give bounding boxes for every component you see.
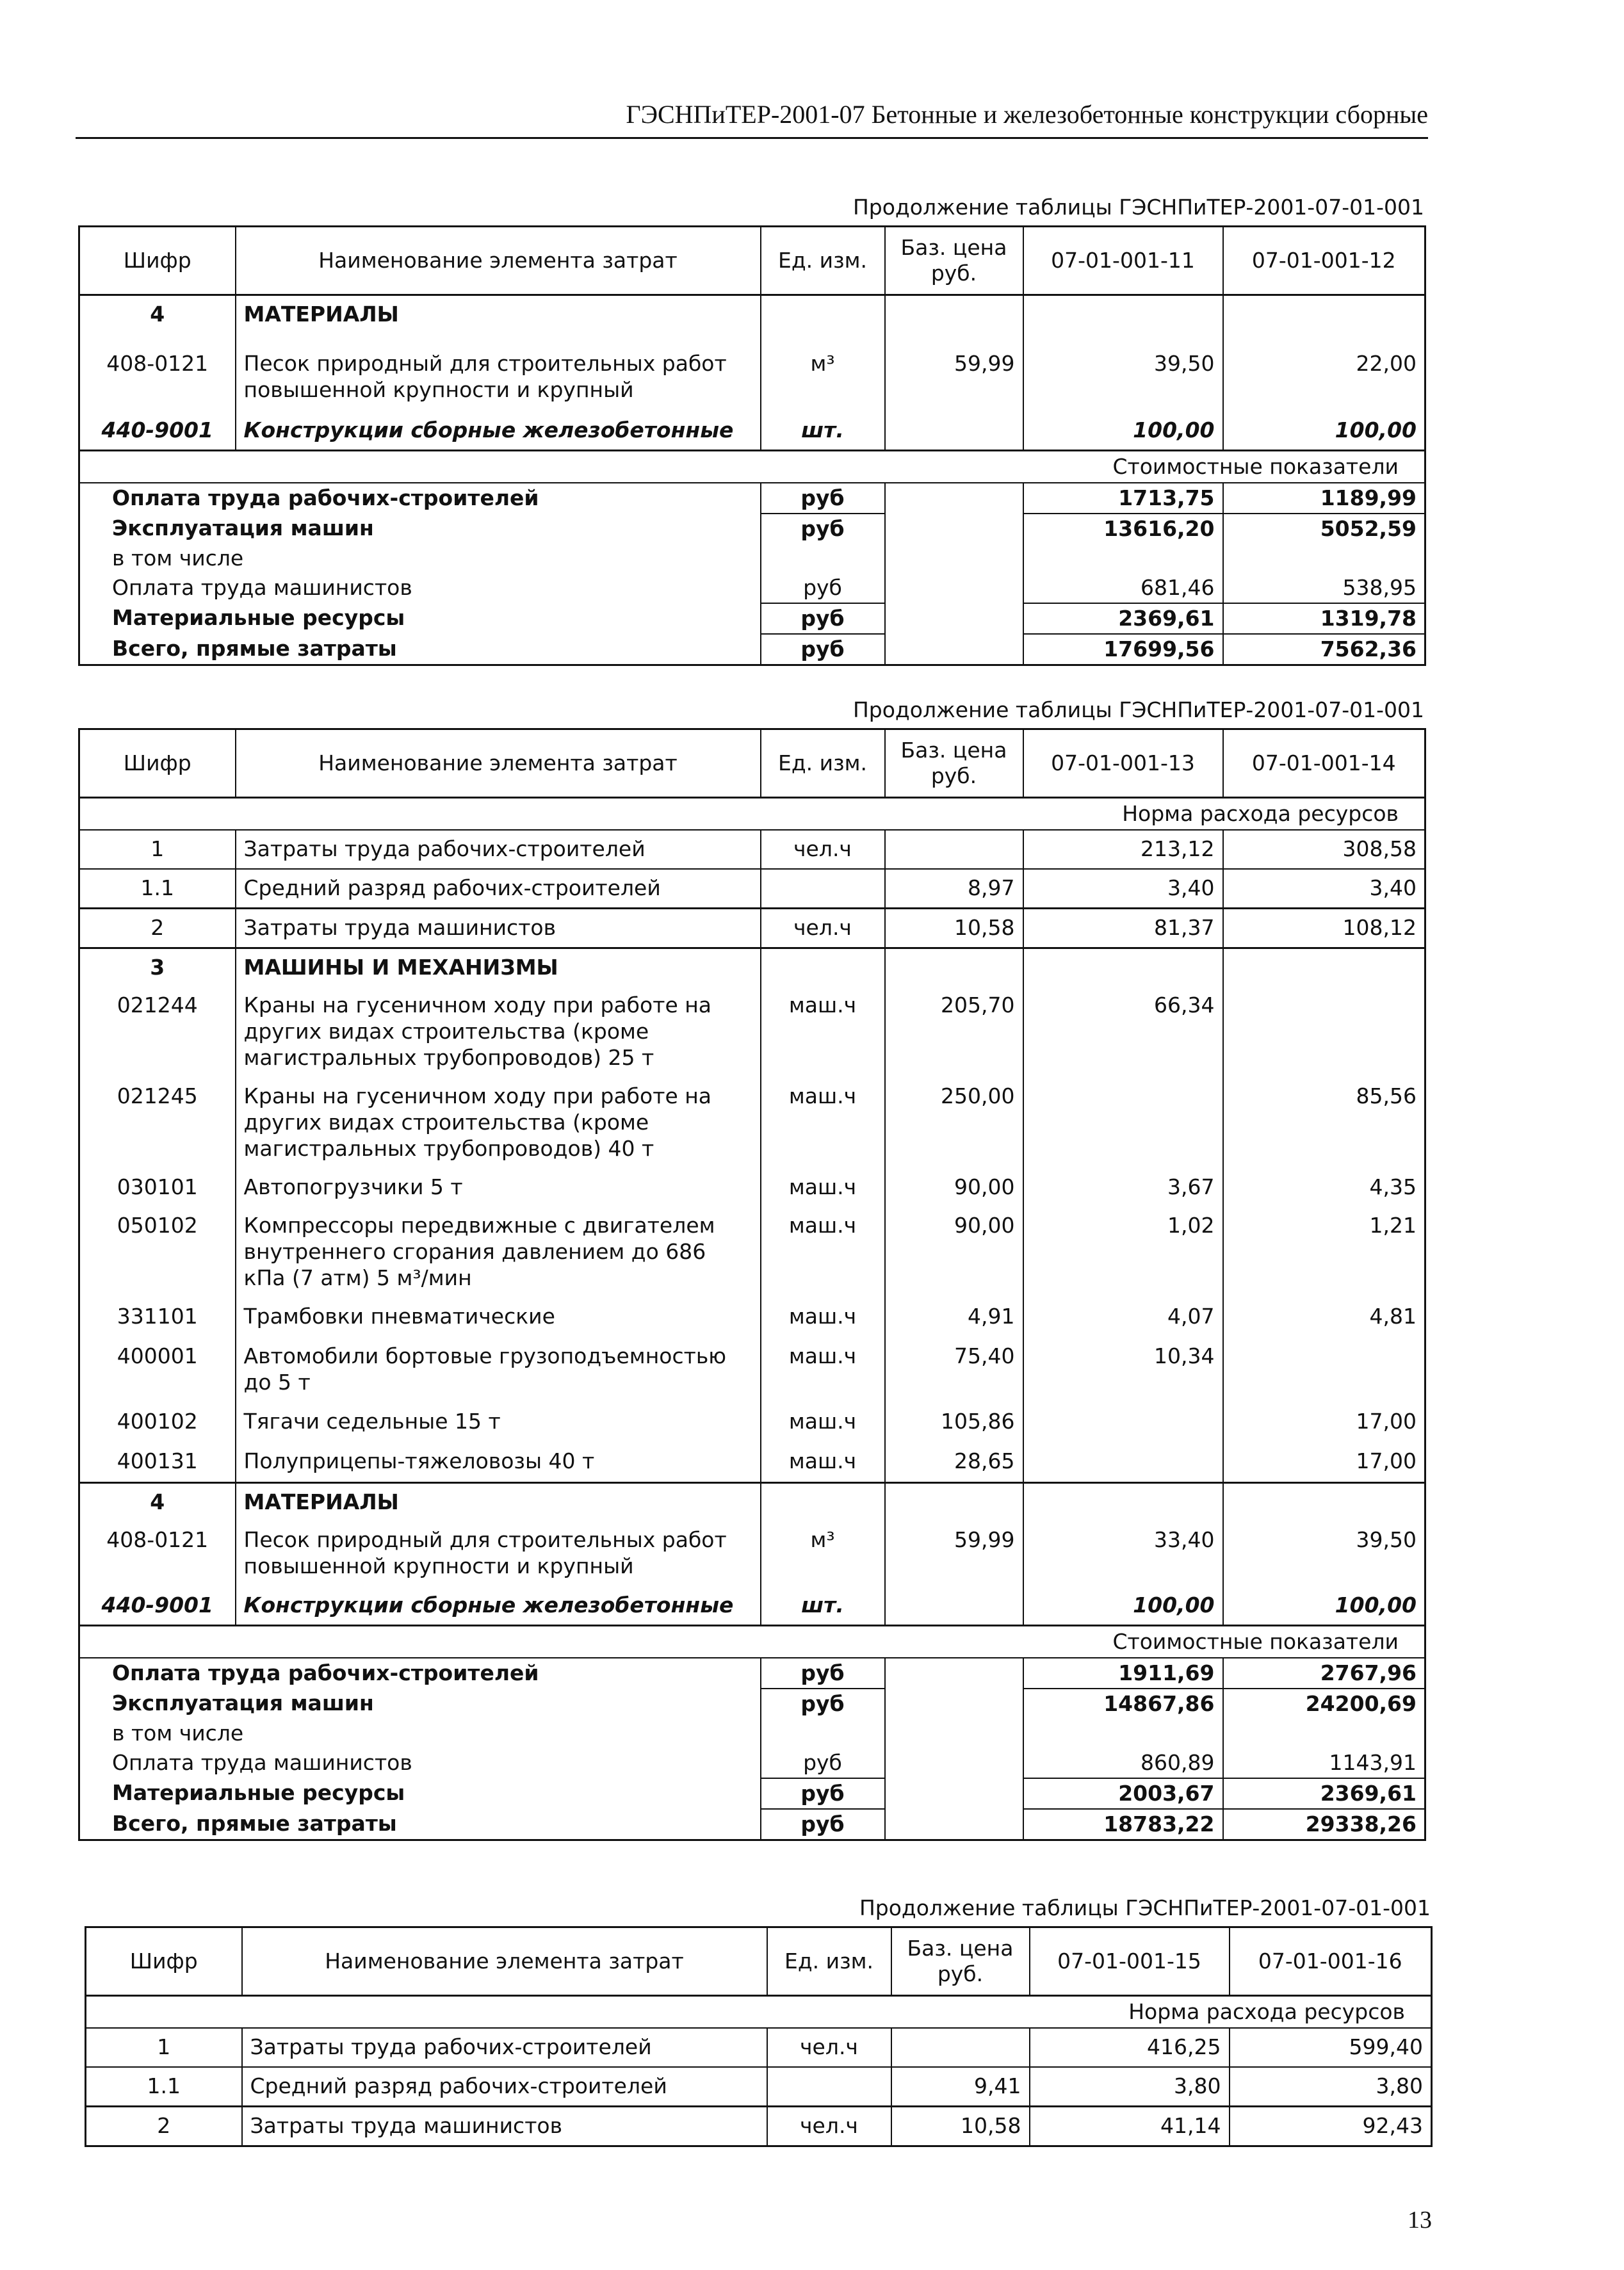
col-code-header: Шифр	[79, 729, 236, 798]
row-price: 205,70	[885, 987, 1023, 1078]
table-row	[79, 345, 1425, 412]
row-code: 4	[79, 1482, 236, 1521]
row-v1	[1023, 1482, 1223, 1521]
table-row	[86, 2067, 1432, 2107]
row-price	[885, 412, 1023, 451]
row-v1: 3,67	[1023, 1169, 1223, 1207]
row-unit: маш.ч	[761, 1403, 885, 1443]
row-unit: маш.ч	[761, 1338, 885, 1403]
row-v2: 4,81	[1223, 1298, 1425, 1338]
summary-row	[79, 1778, 1425, 1809]
row-name: Затраты труда рабочих-строителей	[236, 830, 761, 869]
running-header	[76, 96, 1428, 139]
row-price	[885, 830, 1023, 869]
row-name: МАТЕРИАЛЫ	[236, 295, 761, 345]
summary-unit: руб	[761, 1748, 885, 1778]
row-unit: м³	[761, 1521, 885, 1587]
table-row	[86, 2107, 1432, 2146]
row-unit	[761, 295, 885, 345]
row-name: Автомобили бортовые грузоподъемностью до 5 т	[236, 1338, 761, 1403]
row-price	[885, 1482, 1023, 1521]
row-price: 75,40	[885, 1338, 1023, 1403]
row-code: 400102	[117, 1409, 198, 1434]
section-label-row	[86, 1996, 1432, 2029]
row-v2	[1223, 987, 1425, 1078]
table-row	[79, 412, 1425, 451]
summary-v2: 24200,69	[1223, 1689, 1425, 1719]
row-unit: шт.	[761, 412, 885, 451]
summary-row	[79, 544, 1425, 573]
row-v1: 39,50	[1023, 345, 1223, 412]
summary-row	[79, 514, 1425, 544]
summary-unit	[761, 1719, 885, 1748]
document-title: ГЭСНПиТЕР-2001-07 Бетонные и железобетонные конструкции сборные	[626, 100, 1428, 129]
row-price: 10,58	[891, 2107, 1030, 2146]
summary-unit: руб	[761, 634, 885, 665]
col-name-header: Наименование элемента затрат	[242, 1927, 767, 1996]
row-price: 10,58	[885, 909, 1023, 948]
row-price	[885, 948, 1023, 987]
row-price: 4,91	[885, 1298, 1023, 1338]
section-label: Норма расхода ресурсов	[86, 1996, 1432, 2029]
col-v2-header: 07-01-001-12	[1223, 227, 1425, 295]
row-unit: чел.ч	[761, 909, 885, 948]
section-label-row	[79, 1625, 1425, 1658]
summary-row	[79, 1719, 1425, 1748]
col-v1-header: 07-01-001-13	[1023, 729, 1223, 798]
row-unit: м³	[761, 345, 885, 412]
resource-table	[78, 728, 1426, 1841]
row-v2: 17,00	[1223, 1403, 1425, 1443]
row-price	[885, 1587, 1023, 1626]
col-name-header: Наименование элемента затрат	[236, 729, 761, 798]
row-unit: чел.ч	[761, 830, 885, 869]
row-name: Средний разряд рабочих-строителей	[236, 869, 761, 909]
row-code: 400001	[117, 1343, 198, 1368]
summary-v1: 2369,61	[1023, 603, 1223, 634]
summary-name: Оплата труда машинистов	[112, 574, 412, 600]
row-name: Компрессоры передвижные с двигателем внутреннего сгорания давлением до 686 кПа (7 атм) 5 м³/мин	[236, 1207, 761, 1298]
summary-name: Эксплуатация машин	[112, 515, 374, 540]
table-row	[79, 948, 1425, 987]
section-label-row	[79, 798, 1425, 831]
summary-v2: 538,95	[1223, 573, 1425, 603]
summary-name: Материальные ресурсы	[112, 604, 405, 630]
table-row	[79, 1403, 1425, 1443]
table-row	[79, 987, 1425, 1078]
row-v2: 92,43	[1230, 2107, 1432, 2146]
summary-v1	[1023, 1719, 1223, 1748]
summary-v2: 2369,61	[1223, 1778, 1425, 1809]
summary-name: Всего, прямые затраты	[112, 1810, 397, 1836]
row-code: 440-9001	[101, 1592, 213, 1617]
row-code: 021244	[117, 993, 198, 1017]
row-code: 440-9001	[101, 417, 213, 442]
continuation-caption: Продолжение таблицы ГЭСНПиТЕР-2001-07-01-001	[852, 697, 1424, 722]
row-code: 400131	[117, 1448, 198, 1473]
summary-row	[79, 1809, 1425, 1840]
summary-unit: руб	[761, 1778, 885, 1809]
row-v2: 100,00	[1223, 412, 1425, 451]
row-price: 28,65	[885, 1443, 1023, 1482]
summary-v1: 860,89	[1023, 1748, 1223, 1778]
row-name: Конструкции сборные железобетонные	[236, 412, 761, 451]
table-block-1	[78, 195, 1424, 666]
col-name-header: Наименование элемента затрат	[236, 227, 761, 295]
row-name: Конструкции сборные железобетонные	[236, 1587, 761, 1626]
row-price: 250,00	[885, 1078, 1023, 1169]
row-v1	[1023, 1403, 1223, 1443]
summary-unit: руб	[761, 603, 885, 634]
row-code: 408-0121	[106, 350, 209, 376]
row-code: 1	[157, 2034, 171, 2059]
row-code: 1	[150, 836, 165, 861]
row-code: 3	[79, 948, 236, 987]
summary-row	[79, 1748, 1425, 1778]
summary-unit: руб	[761, 1809, 885, 1840]
row-v2: 85,56	[1223, 1078, 1425, 1169]
row-name: Краны на гусеничном ходу при работе на других видах строительства (кроме магистральных трубопроводов) 25 т	[236, 987, 761, 1078]
summary-v2: 5052,59	[1223, 514, 1425, 544]
row-v1: 4,07	[1023, 1298, 1223, 1338]
continuation-caption: Продолжение таблицы ГЭСНПиТЕР-2001-07-01-001	[859, 1895, 1431, 1920]
row-unit: маш.ч	[761, 1443, 885, 1482]
col-v2-header: 07-01-001-14	[1223, 729, 1425, 798]
summary-unit: руб	[761, 1658, 885, 1689]
row-unit: чел.ч	[767, 2107, 891, 2146]
summary-v2: 7562,36	[1223, 634, 1425, 665]
row-price: 90,00	[885, 1169, 1023, 1207]
section-label: Стоимостные показатели	[79, 1625, 1425, 1658]
row-v1: 100,00	[1023, 1587, 1223, 1626]
resource-table	[85, 1926, 1433, 2147]
row-name: Автопогрузчики 5 т	[236, 1169, 761, 1207]
row-unit	[761, 1482, 885, 1521]
summary-v1: 1911,69	[1023, 1658, 1223, 1689]
row-price: 9,41	[891, 2067, 1030, 2107]
row-unit: маш.ч	[761, 1078, 885, 1169]
table-row	[79, 830, 1425, 869]
col-unit-header: Ед. изм.	[761, 227, 885, 295]
col-price-header: Баз. цена руб.	[885, 729, 1023, 798]
row-v2	[1223, 1338, 1425, 1403]
table-row	[79, 1521, 1425, 1587]
row-v1	[1023, 1078, 1223, 1169]
col-v2-header: 07-01-001-16	[1230, 1927, 1432, 1996]
summary-row	[79, 1689, 1425, 1719]
row-name: Тягачи седельные 15 т	[236, 1403, 761, 1443]
row-price: 90,00	[885, 1207, 1023, 1298]
resource-table	[78, 225, 1426, 666]
summary-v1	[1023, 544, 1223, 573]
row-price: 8,97	[885, 869, 1023, 909]
table-row	[79, 1443, 1425, 1482]
row-v1: 416,25	[1030, 2028, 1230, 2067]
summary-v2	[1223, 1719, 1425, 1748]
summary-v1: 14867,86	[1023, 1689, 1223, 1719]
summary-v2: 1319,78	[1223, 603, 1425, 634]
row-v2: 100,00	[1223, 1587, 1425, 1626]
summary-unit: руб	[761, 1689, 885, 1719]
row-name: Затраты труда рабочих-строителей	[242, 2028, 767, 2067]
row-v1: 41,14	[1030, 2107, 1230, 2146]
row-name: Затраты труда машинистов	[236, 909, 761, 948]
row-price	[891, 2028, 1030, 2067]
col-code-header: Шифр	[79, 227, 236, 295]
row-v1	[1023, 948, 1223, 987]
summary-v2	[1223, 544, 1425, 573]
table-row	[79, 295, 1425, 345]
row-v2	[1223, 1482, 1425, 1521]
summary-v2: 29338,26	[1223, 1809, 1425, 1840]
row-name: МАТЕРИАЛЫ	[236, 1482, 761, 1521]
row-name: Трамбовки пневматические	[236, 1298, 761, 1338]
row-unit: чел.ч	[767, 2028, 891, 2067]
row-code: 030101	[117, 1174, 198, 1199]
row-v2: 3,80	[1230, 2067, 1432, 2107]
table-header-row	[86, 1927, 1432, 1996]
row-v2	[1223, 295, 1425, 345]
row-v2: 1,21	[1223, 1207, 1425, 1298]
row-v2: 108,12	[1223, 909, 1425, 948]
col-v1-header: 07-01-001-15	[1030, 1927, 1230, 1996]
row-v2: 4,35	[1223, 1169, 1425, 1207]
summary-row	[79, 603, 1425, 634]
row-v2: 599,40	[1230, 2028, 1432, 2067]
row-unit	[761, 948, 885, 987]
row-unit: маш.ч	[761, 1169, 885, 1207]
table-row	[79, 1207, 1425, 1298]
summary-v2: 2767,96	[1223, 1658, 1425, 1689]
page-number: 13	[1408, 2207, 1432, 2234]
row-price: 59,99	[885, 345, 1023, 412]
table-row	[86, 2028, 1432, 2067]
row-v2: 17,00	[1223, 1443, 1425, 1482]
row-v1: 81,37	[1023, 909, 1223, 948]
summary-unit: руб	[761, 573, 885, 603]
row-code: 4	[150, 302, 165, 327]
summary-name: в том числе	[112, 545, 244, 571]
row-name: Средний разряд рабочих-строителей	[242, 2067, 767, 2107]
row-v2: 308,58	[1223, 830, 1425, 869]
summary-name: Оплата труда машинистов	[112, 1749, 412, 1775]
summary-name: Всего, прямые затраты	[112, 635, 397, 661]
summary-v1: 1713,75	[1023, 483, 1223, 514]
summary-v1: 681,46	[1023, 573, 1223, 603]
row-name: Полуприцепы-тяжеловозы 40 т	[236, 1443, 761, 1482]
row-price: 105,86	[885, 1403, 1023, 1443]
col-v1-header: 07-01-001-11	[1023, 227, 1223, 295]
row-v2: 22,00	[1223, 345, 1425, 412]
table-row	[79, 1078, 1425, 1169]
section-label: Стоимостные показатели	[79, 450, 1425, 483]
row-name: Песок природный для строительных работ повышенной крупности и крупный	[236, 345, 761, 412]
summary-row	[79, 634, 1425, 665]
row-v2	[1223, 948, 1425, 987]
summary-v1: 2003,67	[1023, 1778, 1223, 1809]
row-v1	[1023, 1443, 1223, 1482]
row-unit: шт.	[761, 1587, 885, 1626]
section-label-row	[79, 450, 1425, 483]
row-code: 050102	[117, 1213, 198, 1238]
row-v1: 33,40	[1023, 1521, 1223, 1587]
summary-name: Оплата труда рабочих-строителей	[112, 1660, 539, 1685]
summary-v2: 1189,99	[1223, 483, 1425, 514]
col-code-header: Шифр	[86, 1927, 242, 1996]
row-code: 1.1	[79, 869, 236, 909]
row-unit	[767, 2067, 891, 2107]
summary-v1: 17699,56	[1023, 634, 1223, 665]
table-row	[79, 1482, 1425, 1521]
row-code: 1.1	[86, 2067, 242, 2107]
row-v2: 39,50	[1223, 1521, 1425, 1587]
col-unit-header: Ед. изм.	[767, 1927, 891, 1996]
row-v1: 3,80	[1030, 2067, 1230, 2107]
table-block-2	[78, 697, 1424, 1841]
summary-unit: руб	[761, 483, 885, 514]
row-v1: 1,02	[1023, 1207, 1223, 1298]
col-price-header: Баз. цена руб.	[891, 1927, 1030, 1996]
table-row	[79, 1169, 1425, 1207]
row-v1: 213,12	[1023, 830, 1223, 869]
summary-name: Оплата труда рабочих-строителей	[112, 485, 539, 510]
summary-name: Материальные ресурсы	[112, 1780, 405, 1805]
row-code: 2	[79, 909, 236, 948]
row-v1: 3,40	[1023, 869, 1223, 909]
row-price: 59,99	[885, 1521, 1023, 1587]
table-header-row	[79, 227, 1425, 295]
row-name: Краны на гусеничном ходу при работе на других видах строительства (кроме магистральных трубопроводов) 40 т	[236, 1078, 761, 1169]
table-row	[79, 1298, 1425, 1338]
continuation-caption: Продолжение таблицы ГЭСНПиТЕР-2001-07-01-001	[852, 195, 1424, 220]
col-unit-header: Ед. изм.	[761, 729, 885, 798]
summary-unit	[761, 544, 885, 573]
table-block-3	[85, 1895, 1431, 2147]
row-code: 408-0121	[106, 1527, 209, 1552]
row-name: Песок природный для строительных работ повышенной крупности и крупный	[236, 1521, 761, 1587]
row-v1	[1023, 295, 1223, 345]
col-price-header: Баз. цена руб.	[885, 227, 1023, 295]
summary-row	[79, 483, 1425, 514]
row-v1: 100,00	[1023, 412, 1223, 451]
table-row	[79, 909, 1425, 948]
row-name: Затраты труда машинистов	[242, 2107, 767, 2146]
section-label: Норма расхода ресурсов	[79, 798, 1425, 831]
table-header-row	[79, 729, 1425, 798]
row-v1: 66,34	[1023, 987, 1223, 1078]
summary-row	[79, 1658, 1425, 1689]
row-unit: маш.ч	[761, 1207, 885, 1298]
row-unit	[761, 869, 885, 909]
summary-row	[79, 573, 1425, 603]
row-unit: маш.ч	[761, 1298, 885, 1338]
summary-v2: 1143,91	[1223, 1748, 1425, 1778]
row-code: 021245	[117, 1083, 198, 1108]
summary-v1: 13616,20	[1023, 514, 1223, 544]
row-name: МАШИНЫ И МЕХАНИЗМЫ	[236, 948, 761, 987]
table-row	[79, 1587, 1425, 1626]
row-code: 331101	[117, 1304, 198, 1329]
table-row	[79, 1338, 1425, 1403]
summary-name: в том числе	[112, 1720, 244, 1746]
summary-name: Эксплуатация машин	[112, 1690, 374, 1715]
row-v1: 10,34	[1023, 1338, 1223, 1403]
row-unit: маш.ч	[761, 987, 885, 1078]
row-v2: 3,40	[1223, 869, 1425, 909]
summary-v1: 18783,22	[1023, 1809, 1223, 1840]
summary-unit: руб	[761, 514, 885, 544]
row-price	[885, 295, 1023, 345]
row-code: 2	[86, 2107, 242, 2146]
table-row	[79, 869, 1425, 909]
